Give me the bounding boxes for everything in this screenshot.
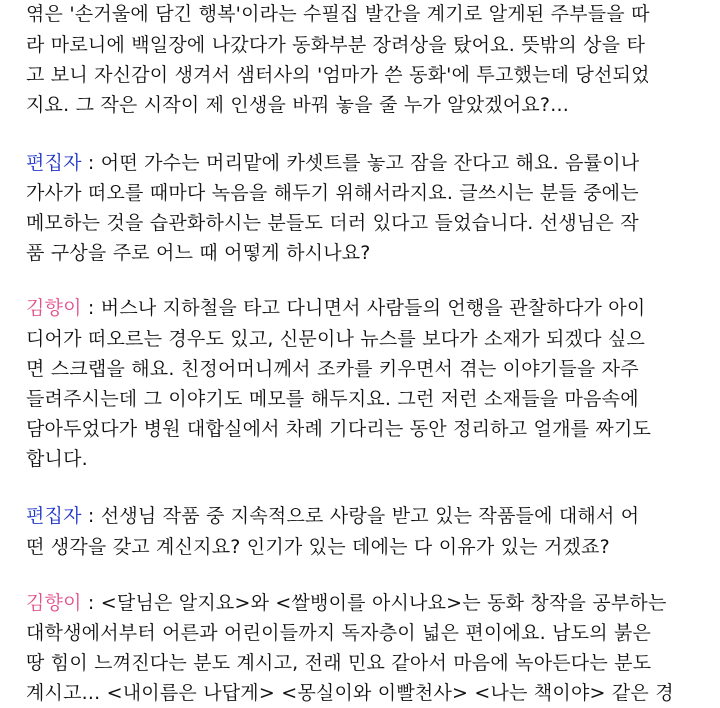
paragraph-line: 메모하는 것을 습관화하시는 분들도 더러 있다고 들었습니다. 선생님은 작 (26, 212, 639, 234)
speaker-editor-label: 편집자 (26, 505, 82, 527)
paragraph-text: 버스나 지하철을 타고 다니면서 사람들의 언행을 관찰하다가 아이 (100, 297, 646, 319)
paragraph-line: 떤 생각을 갖고 계신지요? 인기가 있는 데에는 다 이유가 있는 거겠죠? (26, 536, 610, 558)
speaker-separator: : (81, 297, 101, 319)
speaker-editor-label: 편집자 (26, 152, 82, 174)
paragraph-line: 디어가 떠오르는 경우도 있고, 신문이나 뉴스를 보다가 소재가 되겠다 싶으 (26, 328, 646, 350)
paragraph-line: 품 구상을 주로 어느 때 어떻게 하시나요? (26, 242, 371, 264)
paragraph-text: <달님은 알지요>와 <쌀뱅이를 아시나요>는 동화 창작을 공부하는 (100, 592, 667, 614)
speaker-author-label: 김향이 (26, 592, 82, 614)
paragraph-line: 라 마로니에 백일장에 나갔다가 동화부분 장려상을 탔어요. 뜻밖의 상을 타 (26, 34, 646, 56)
author-answer-line (26, 295, 645, 321)
paragraph-line: 땅 힘이 느껴진다는 분도 계시고, 전래 민요 같아서 마음에 녹아든다는 분도 (26, 652, 652, 674)
paragraph-line: 계시고... <내이름은 나답게> <몽실이와 이빨천사> <나는 책이야> 같은 경 (26, 682, 674, 704)
author-answer-line (26, 590, 667, 616)
paragraph-text: 어떤 가수는 머리맡에 카셋트를 놓고 잠을 잔다고 해요. 음률이나 (100, 152, 640, 174)
speaker-separator: : (81, 592, 101, 614)
paragraph-line: 지요. 그 작은 시작이 제 인생을 바꿔 놓을 줄 누가 알았겠어요?... (26, 94, 569, 116)
editor-question-line (26, 503, 639, 529)
paragraph-line: 면 스크랩을 해요. 친정어머니께서 조카를 키우면서 겪는 이야기들을 자주 (26, 358, 639, 380)
paragraph-line: 고 보니 자신감이 생겨서 샘터사의 '엄마가 쓴 동화'에 투고했는데 당선되었 (26, 64, 650, 86)
paragraph-line: 가사가 떠오를 때마다 녹음을 해두기 위해서라지요. 글쓰시는 분들 중에는 (26, 182, 639, 204)
editor-question-line (26, 150, 639, 176)
speaker-separator: : (81, 505, 101, 527)
paragraph-line: 들려주시는데 그 이야기도 메모를 해두지요. 그런 저런 소재들을 마음속에 (26, 388, 639, 410)
paragraph-line: 합니다. (26, 448, 88, 470)
paragraph-text: 선생님 작품 중 지속적으로 사랑을 받고 있는 작품들에 대해서 어 (100, 505, 640, 527)
speaker-separator: : (81, 152, 101, 174)
paragraph-line: 엮은 '손거울에 담긴 행복'이라는 수필집 발간을 계기로 알게된 주부들을 따 (26, 3, 650, 25)
paragraph-line: 대학생에서부터 어른과 어린이들까지 독자층이 넓은 편이에요. 남도의 붉은 (26, 622, 652, 644)
paragraph-line: 담아두었다가 병원 대합실에서 차례 기다리는 동안 정리하고 얼개를 짜기도 (26, 418, 652, 440)
speaker-author-label: 김향이 (26, 297, 82, 319)
